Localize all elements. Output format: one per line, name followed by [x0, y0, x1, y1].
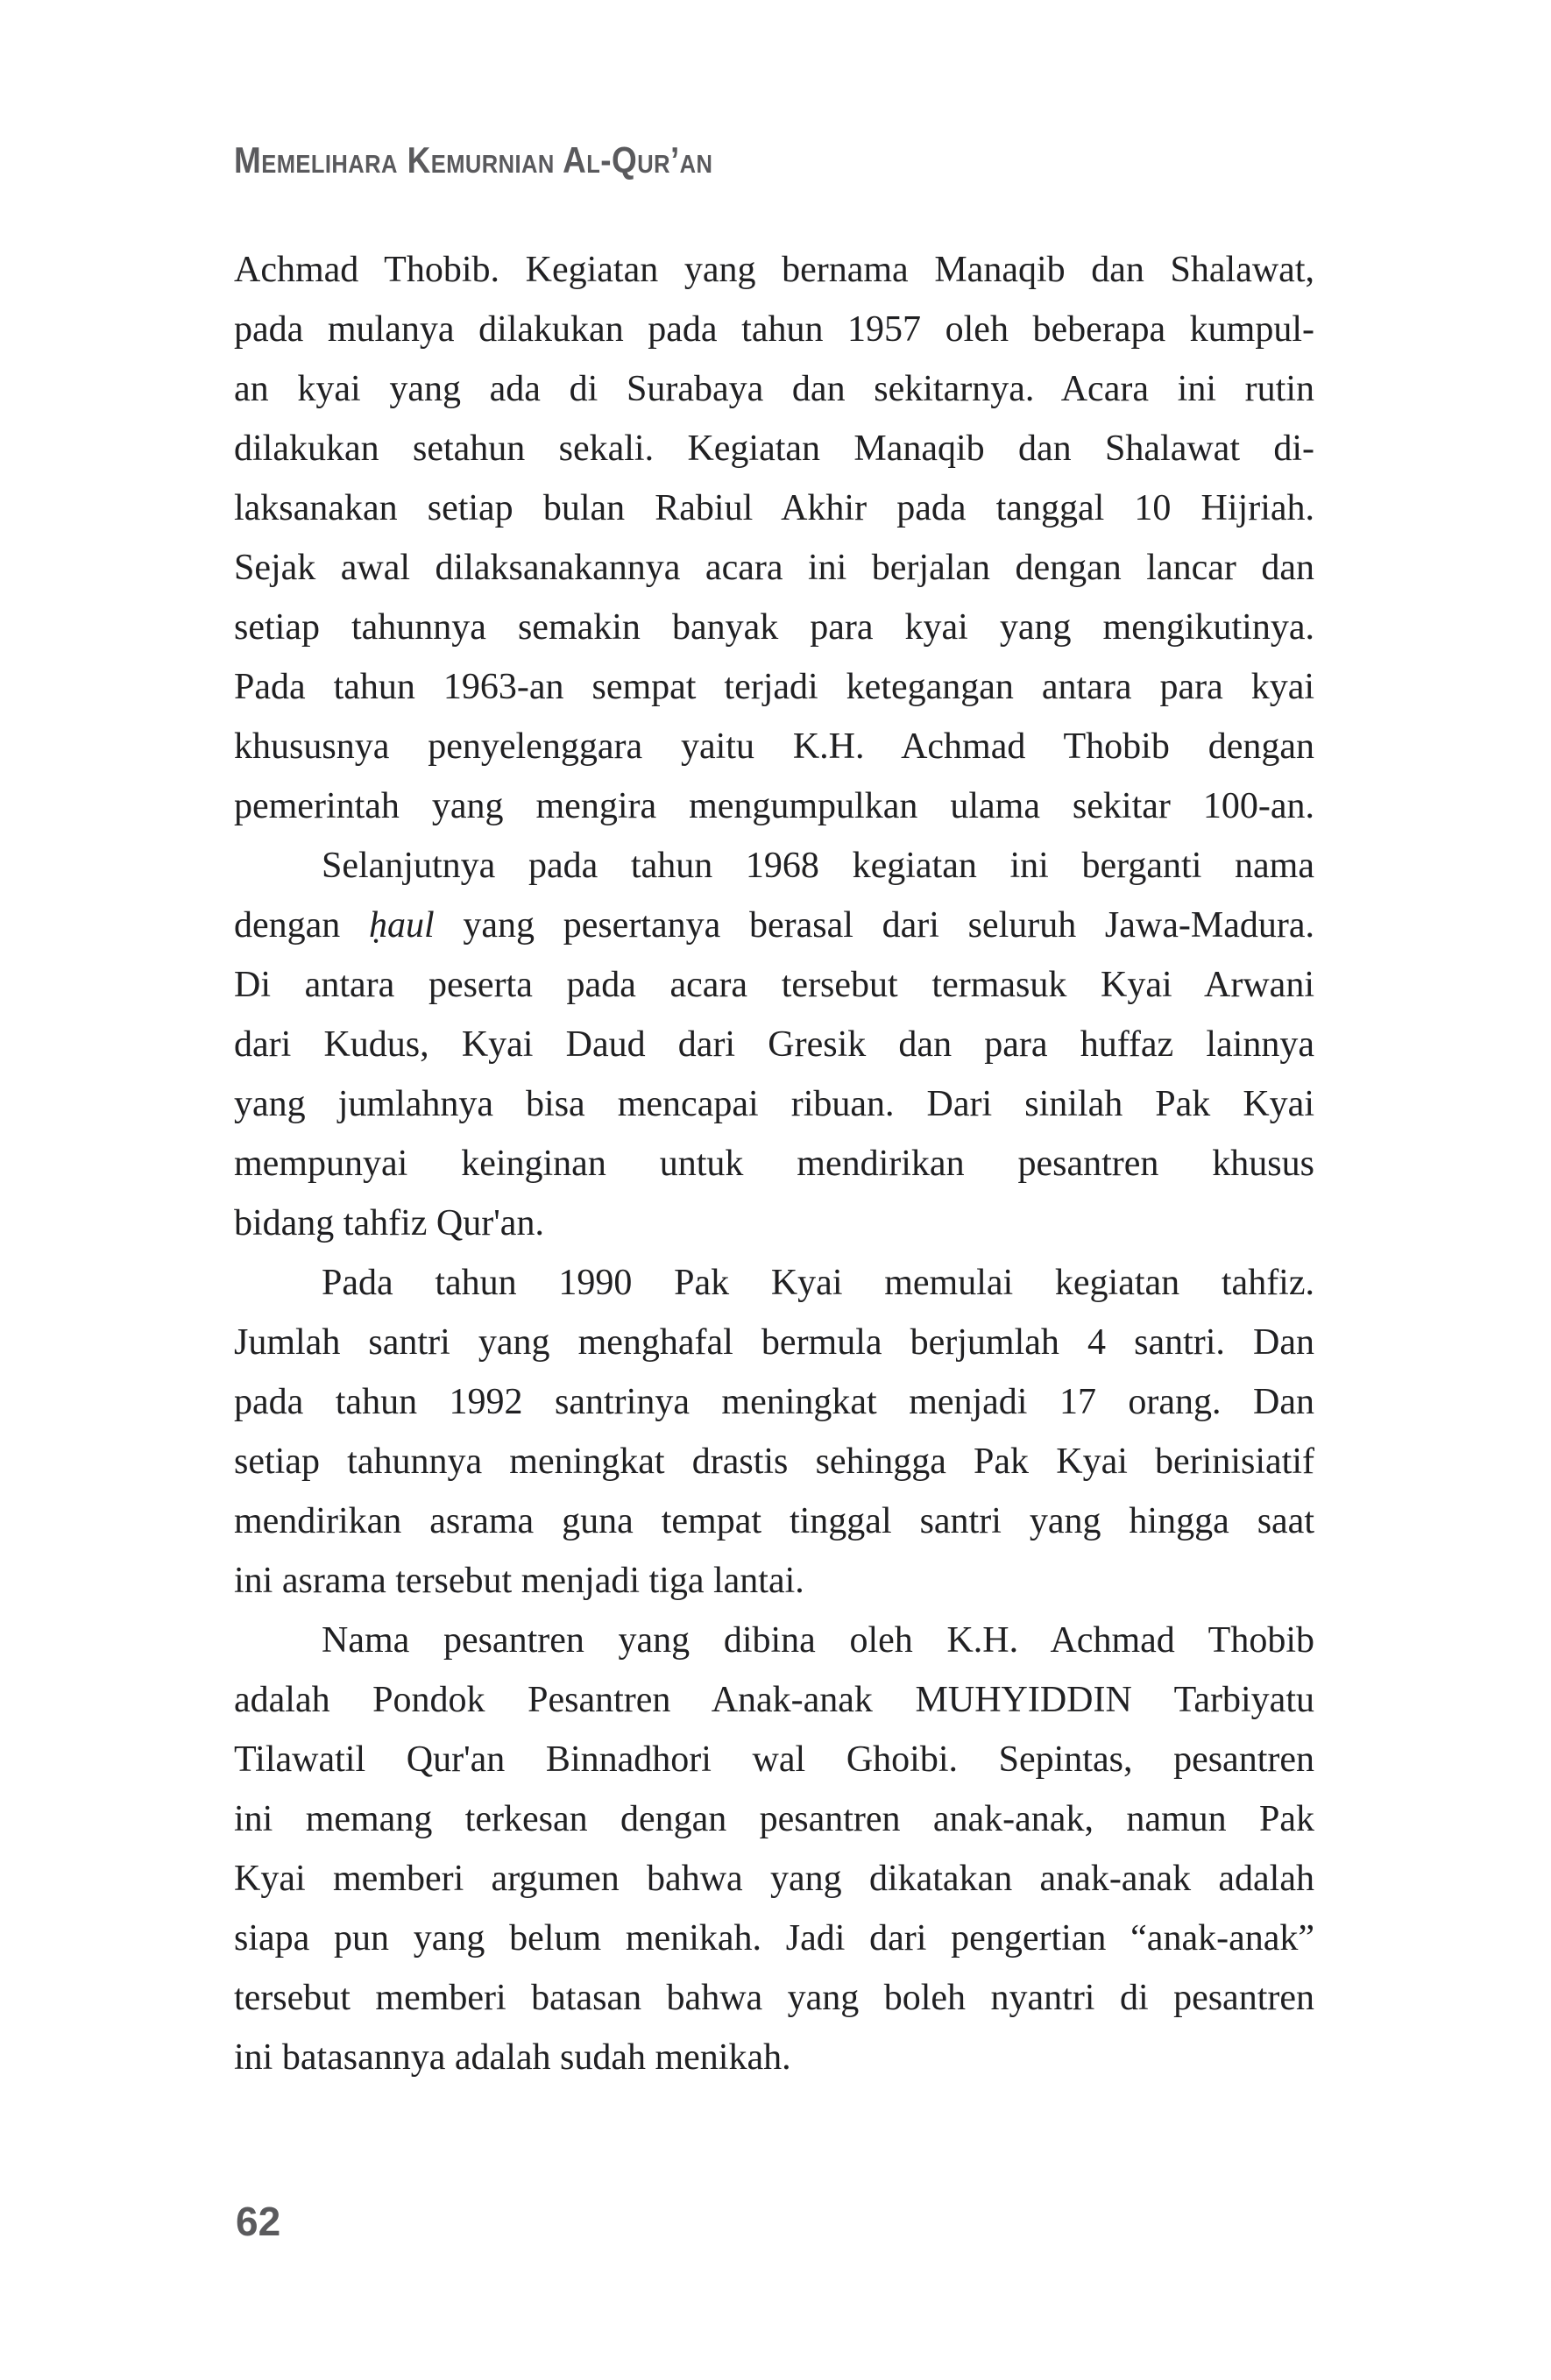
- text-run: dilakukan setahun sekali. Kegiatan Manaqib dan Shalawat di-: [234, 429, 1314, 469]
- text-line: [234, 359, 1314, 419]
- text-line: [234, 896, 1314, 955]
- text-run: setiap tahunnya meningkat drastis sehingga Pak Kyai berinisiatif: [234, 1441, 1314, 1482]
- italic-term: ḥaul: [368, 905, 435, 946]
- text-run: pada mulanya dilakukan pada tahun 1957 oleh beberapa kumpul-: [234, 309, 1314, 350]
- text-line: [234, 478, 1314, 538]
- text-line: [234, 717, 1314, 776]
- text-line: [234, 1432, 1314, 1491]
- text-run: khususnya penyelenggara yaitu K.H. Achmad Thobib dengan: [234, 726, 1314, 767]
- text-line: [234, 776, 1314, 836]
- body-text: [234, 240, 1314, 2087]
- text-run: ini batasannya adalah sudah menikah.: [234, 2037, 791, 2078]
- text-run: pemerintah yang mengira mengumpulkan ulama sekitar 100-an.: [234, 786, 1314, 826]
- text-run: mempunyai keinginan untuk mendirikan pesantren khusus: [234, 1144, 1314, 1184]
- text-run: bidang tahfiz Qur'an.: [234, 1203, 544, 1243]
- page-number: 62: [236, 2199, 281, 2244]
- text-run: Sejak awal dilaksanakannya acara ini berjalan dengan lancar dan: [234, 548, 1314, 588]
- text-run: Tilawatil Qur'an Binnadhori wal Ghoibi. Sepintas, pesantren: [234, 1739, 1314, 1780]
- text-line: [234, 1670, 1314, 1730]
- text-line: [234, 1551, 1314, 1611]
- text-run: an kyai yang ada di Surabaya dan sekitarnya. Acara ini rutin: [234, 369, 1314, 409]
- text-run: pada tahun 1992 santrinya meningkat menjadi 17 orang. Dan: [234, 1382, 1314, 1422]
- text-line: [234, 1611, 1314, 1670]
- text-run: Pada tahun 1990 Pak Kyai memulai kegiatan tahfiz.: [322, 1263, 1314, 1303]
- text-run: siapa pun yang belum menikah. Jadi dari pengertian “anak-anak”: [234, 1918, 1314, 1959]
- text-run: Selanjutnya pada tahun 1968 kegiatan ini berganti nama: [322, 846, 1314, 886]
- text-line: [234, 955, 1314, 1015]
- text-line: [234, 1253, 1314, 1313]
- text-run: laksanakan setiap bulan Rabiul Akhir pada tanggal 10 Hijriah.: [234, 488, 1314, 528]
- text-run: ini memang terkesan dengan pesantren anak-anak, namun Pak: [234, 1799, 1314, 1839]
- paragraph: [234, 240, 1314, 836]
- text-line: [234, 1909, 1314, 1968]
- text-run: adalah Pondok Pesantren Anak-anak MUHYIDDIN Tarbiyatu: [234, 1680, 1314, 1720]
- text-run: Jumlah santri yang menghafal bermula berjumlah 4 santri. Dan: [234, 1322, 1314, 1363]
- text-line: [234, 1491, 1314, 1551]
- text-run: yang jumlahnya bisa mencapai ribuan. Dari sinilah Pak Kyai: [234, 1084, 1314, 1124]
- text-run: tersebut memberi batasan bahwa yang boleh nyantri di pesantren: [234, 1978, 1314, 2018]
- text-line: [234, 1015, 1314, 1074]
- text-line: [234, 2028, 1314, 2087]
- text-run: Di antara peserta pada acara tersebut termasuk Kyai Arwani: [234, 965, 1314, 1005]
- paragraph: [234, 1253, 1314, 1611]
- text-line: [234, 240, 1314, 300]
- text-run: Kyai memberi argumen bahwa yang dikatakan anak-anak adalah: [234, 1859, 1314, 1899]
- text-line: [234, 1074, 1314, 1134]
- text-line: [234, 1789, 1314, 1849]
- text-run: ini asrama tersebut menjadi tiga lantai.: [234, 1561, 804, 1601]
- text-line: [234, 836, 1314, 896]
- text-run: mendirikan asrama guna tempat tinggal santri yang hingga saat: [234, 1501, 1314, 1541]
- text-line: [234, 657, 1314, 717]
- text-line: [234, 1372, 1314, 1432]
- text-run: yang pesertanya berasal dari seluruh Jawa-Madura.: [434, 905, 1314, 946]
- text-run: dengan: [234, 905, 369, 946]
- text-run: dari Kudus, Kyai Daud dari Gresik dan para huffaz lainnya: [234, 1024, 1314, 1065]
- text-run: Pada tahun 1963-an sempat terjadi ketegangan antara para kyai: [234, 667, 1314, 707]
- text-line: [234, 1968, 1314, 2028]
- text-line: [234, 1849, 1314, 1909]
- text-line: [234, 1730, 1314, 1789]
- text-run: Achmad Thobib. Kegiatan yang bernama Manaqib dan Shalawat,: [234, 250, 1314, 290]
- text-line: [234, 300, 1314, 359]
- running-head: Memelihara Kemurnian Al-Qur’an: [234, 139, 713, 181]
- text-run: setiap tahunnya semakin banyak para kyai yang mengikutinya.: [234, 607, 1314, 648]
- text-line: [234, 1134, 1314, 1194]
- text-line: [234, 1313, 1314, 1372]
- text-line: [234, 598, 1314, 657]
- text-line: [234, 419, 1314, 478]
- paragraph: [234, 1611, 1314, 2087]
- paragraph: [234, 836, 1314, 1253]
- text-run: Nama pesantren yang dibina oleh K.H. Achmad Thobib: [322, 1620, 1314, 1661]
- text-line: [234, 1194, 1314, 1253]
- text-line: [234, 538, 1314, 598]
